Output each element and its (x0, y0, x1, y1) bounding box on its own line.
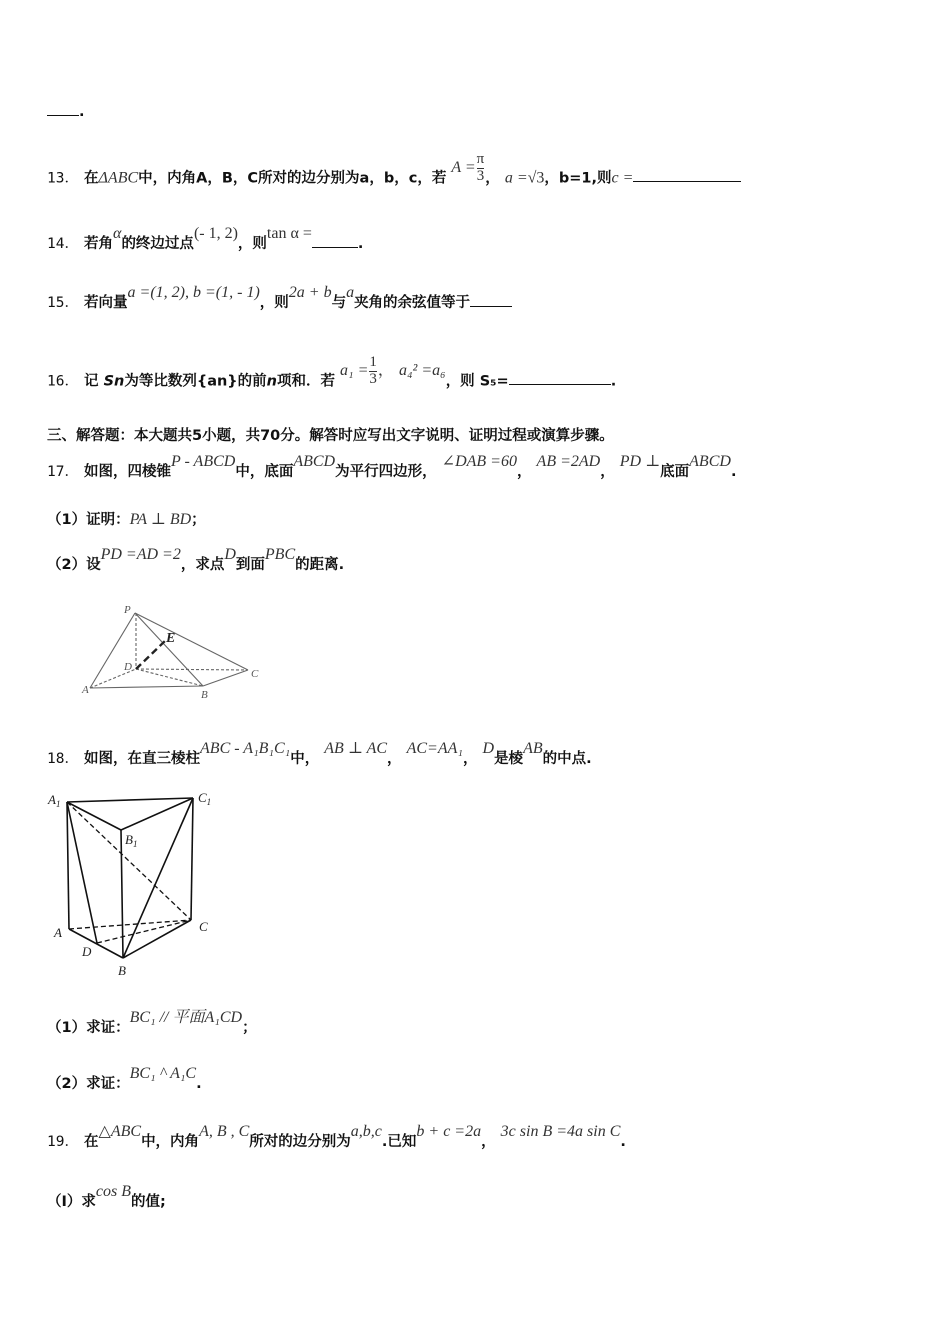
angle-A-math: A = (451, 159, 476, 177)
q17-part1: （1）证明：PA ⊥ BD； (47, 511, 206, 528)
answer-blank (47, 115, 79, 116)
equal-math: AC=AA₁ (406, 740, 463, 757)
question-number: 13． (47, 170, 79, 187)
question-number: 17． (47, 464, 79, 480)
given-math: PD =AD =2 (100, 546, 181, 563)
prism-figure (45, 786, 220, 981)
angles-math: A, B , C (199, 1123, 250, 1140)
sides-math: a,b,c (350, 1123, 382, 1140)
question-17: 17． 如图，四棱锥P - ABCD中，底面ABCD为平行四边形， ∠DAB =60， AB =2AD， PD ⊥底面ABCD. (47, 453, 737, 480)
point-math: (- 1, 2) (193, 225, 238, 242)
q19-part1: （Ⅰ）求cos B的值; (47, 1183, 166, 1210)
a4-squared-math: a₄² =a₆ (398, 362, 446, 380)
label-B: B (118, 963, 126, 978)
condition-1-math: b + c =2a (416, 1123, 482, 1140)
svg-text:C1: $C_1$ (198, 790, 212, 807)
vector-a-math: a (346, 284, 355, 301)
cosB-math: cos B (95, 1183, 132, 1200)
pi-over-3-fraction: $\frac{\pi}{3}$ (476, 151, 485, 184)
n-symbol: n (266, 373, 277, 390)
question-number: 15． (47, 295, 79, 311)
pyramid-math: P - ABCD (171, 453, 236, 470)
tan-math: tan α = (266, 225, 312, 242)
perp-math: AB ⊥ AC (324, 740, 388, 757)
angle-math: ∠DAB =60 (441, 453, 517, 470)
alpha-math: α (113, 225, 122, 242)
plane-PBC-math: PBC (264, 546, 296, 563)
label-C: C (251, 668, 259, 680)
question-number: 19． (47, 1134, 79, 1150)
label-E: E (166, 631, 176, 646)
question-18: 18． 如图，在直三棱柱ABC - A₁B₁C₁中， AB ⊥ AC， AC=AA₁， D是棱AB的中点. (47, 740, 592, 767)
label-B: B (201, 689, 208, 701)
a1-math: a₁ = (340, 362, 369, 380)
answer-blank (312, 247, 358, 248)
label-B1: B (125, 832, 133, 847)
label-P: P (124, 604, 131, 616)
label-A: A (54, 925, 62, 940)
label-C: C (199, 919, 208, 934)
point-D-math: D (482, 740, 495, 757)
condition-2-math: 3c sin B =4a sin C (500, 1123, 621, 1140)
q12-tail: . (47, 104, 85, 120)
Sn-symbol: Sn (103, 373, 125, 390)
edge-AB-math: AB (523, 740, 543, 757)
label-C1: C (198, 790, 207, 805)
pd-perp-math: PD ⊥ (619, 453, 661, 470)
question-15: 15． 若向量a =(1, 2), b =(1, - 1)，则2a + b与a夹角的余弦值等于 (47, 291, 512, 312)
sqrt3-math: √3 (527, 169, 545, 187)
question-number: 14． (47, 236, 79, 252)
question-19: 19． 在△ABC中，内角A, B , C所对的边分别为a,b,c.已知b + c =2a， 3c sin B =4a sin C. (47, 1123, 626, 1150)
svg-text:A1: $A_1$ (48, 792, 61, 809)
triangle-math: △ABC (98, 1123, 142, 1140)
section-heading: 三、解答题：本大题共5小题，共70分。解答时应写出文字说明、证明过程或演算步骤。 (47, 428, 614, 444)
label-D: D (82, 944, 92, 959)
question-14: 14． 若角α的终边过点(- 1, 2)，则tan α =. (47, 225, 364, 252)
answer-blank (633, 181, 741, 182)
answer-blank (470, 306, 512, 307)
question-number: 16． (47, 373, 79, 390)
question-16: 16． 记 Sn为等比数列{an}的前n项和．若 a₁ = $\frac{1}{3}$ ， a₄² =a₆，则 S₅= . (47, 354, 617, 390)
point-D-math: D (224, 546, 236, 563)
c-equals-math: c = (611, 169, 634, 187)
prism-math: ABC - A₁B₁C₁ (200, 740, 291, 757)
ab-math: AB =2AD (536, 453, 601, 470)
vectors-math: a =(1, 2), b =(1, - 1) (127, 284, 260, 301)
sum-vector-math: 2a + b (288, 284, 332, 301)
pyramid-figure (80, 598, 270, 703)
perp-math: BC₁ ^ A₁C (129, 1065, 197, 1082)
label-A1: A (48, 792, 56, 807)
answer-blank (509, 384, 611, 385)
question-13: 13． 在ΔABC中，内角A，B，C所对的边分别为a，b，c，若 A = $\frac{\pi}{3}$ ， a =√3，b=1,则c = (47, 162, 741, 195)
question-number: 18． (47, 751, 79, 767)
label-A: A (82, 684, 89, 696)
q17-part2: （2）设PD =AD =2，求点D到面PBC的距离. (47, 546, 345, 573)
parallel-math: BC₁ // 平面A₁CD (129, 1009, 243, 1026)
one-third-fraction: $\frac{1}{3}$ (369, 354, 377, 387)
q18-part2: （2）求证：BC₁ ^ A₁C. (47, 1065, 202, 1092)
q18-part1: （1）求证：BC₁ // 平面A₁CD； (47, 1009, 257, 1036)
label-D: D (124, 661, 132, 673)
svg-text:B1: $B_1$ (125, 832, 138, 849)
base-math-2: ABCD (689, 453, 731, 470)
a-equals-math: a = (504, 169, 528, 187)
triangle-math: ΔABC (98, 169, 139, 187)
perp-math: PA ⊥ BD (129, 511, 192, 528)
base-math: ABCD (293, 453, 336, 470)
